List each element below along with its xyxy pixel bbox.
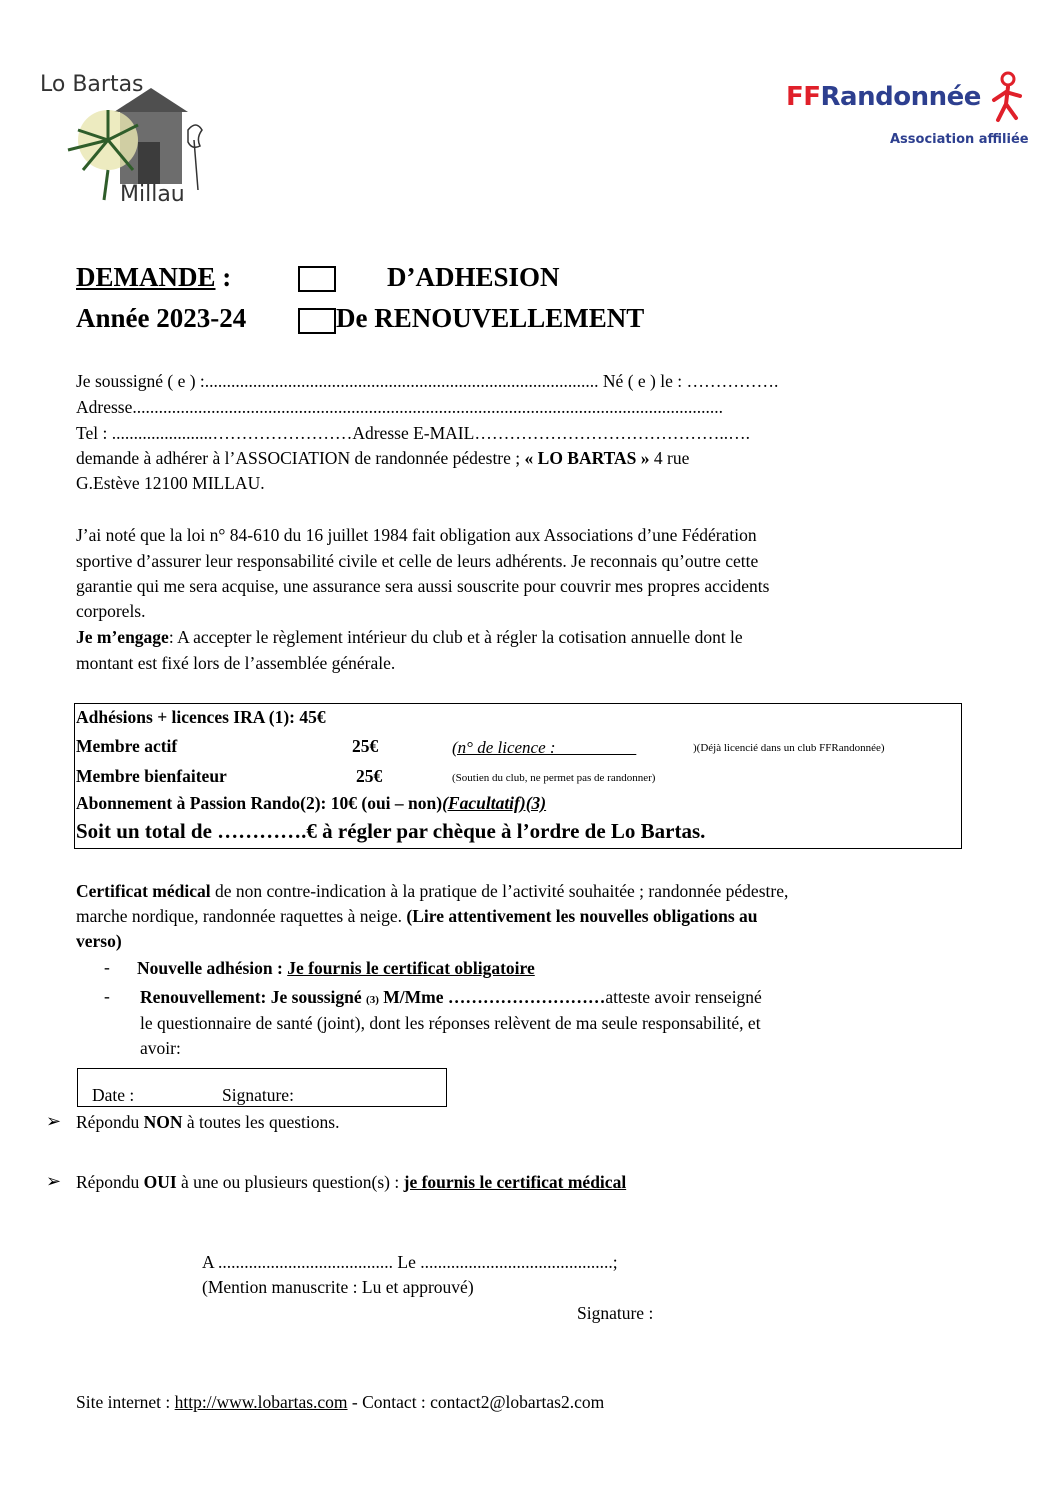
- legal-line-6: montant est fixé lors de l’assemblée générale.: [76, 653, 396, 673]
- ffrandonnee-brand: [786, 82, 981, 112]
- footer: [76, 1391, 604, 1413]
- address-start: 4 rue: [649, 448, 690, 468]
- fee-row-abonnement: [76, 793, 546, 814]
- adhesion-label: D’ADHESION: [387, 262, 560, 292]
- fee-total: Soit un total de ………….€ à régler par chèque à l’ordre de Lo Bartas.: [76, 819, 706, 843]
- brand-rest: Randonnée: [820, 82, 981, 112]
- answer-non: [76, 1111, 339, 1133]
- legal-line-1: J’ai noté que la loi n° 84-610 du 16 juillet 1984 fait obligation aux Associations d’une Fédération: [76, 525, 757, 545]
- place-date-line[interactable]: A ........................................ Le ............................................;: [202, 1252, 618, 1272]
- lo-bartas-name: « LO BARTAS »: [524, 448, 650, 468]
- sig-box-date: Date :: [92, 1085, 135, 1105]
- arrow-icon: ➢: [46, 1171, 62, 1191]
- certificat-line-3: verso): [76, 931, 122, 951]
- engagement-text: : A accepter le règlement intérieur du club et à régler la cotisation annuelle dont le: [168, 627, 743, 647]
- answer-non-post: à toutes les questions.: [182, 1112, 340, 1132]
- fee-row-licence: Adhésions + licences IRA (1): 45€: [76, 707, 326, 727]
- renouvellement-label: De RENOUVELLEMENT: [336, 303, 645, 333]
- answer-oui-mid: à une ou plusieurs question(s) :: [176, 1172, 404, 1192]
- answer-oui-bold: OUI: [143, 1172, 177, 1192]
- membre-actif-amount: 25€: [352, 736, 379, 756]
- demande-text: demande à adhérer à l’ASSOCIATION de randonnée pédestre ;: [76, 448, 525, 468]
- answer-non-pre: Répondu: [76, 1112, 144, 1132]
- fee-row-bienfaiteur: Membre bienfaiteur: [76, 766, 227, 786]
- certificat-text-2: marche nordique, randonnée raquettes à neige.: [76, 906, 407, 926]
- engagement-line: [76, 626, 743, 648]
- membre-actif-label: Membre actif: [76, 736, 178, 756]
- bienfaiteur-note: (Soutien du club, ne permet pas de randonner): [452, 772, 656, 784]
- certificat-obligatoire: Je fournis le certificat obligatoire: [287, 958, 535, 978]
- answer-oui: [76, 1171, 626, 1193]
- lo-bartas-logo: [38, 70, 208, 210]
- renouvellement-line: [140, 986, 762, 1011]
- site-link[interactable]: http://www.lobartas.com: [174, 1392, 348, 1412]
- certificat-text-1: de non contre-indication à la pratique de l’activité souhaitée ; randonnée pédestre,: [210, 881, 789, 901]
- mme-field: M/Mme ………………………: [378, 987, 606, 1007]
- demande-colon: :: [222, 262, 232, 292]
- licence-note: )(Déjà licencié dans un club FFRandonnée): [693, 742, 885, 754]
- title-line-1: [76, 262, 231, 293]
- renouvellement-line-2: le questionnaire de santé (joint), dont les réponses relèvent de ma seule responsabilité, et: [140, 1013, 761, 1033]
- logo-text-top: Lo Bartas: [40, 72, 144, 97]
- identity-line-address: Adresse.......................................................................................................................................: [76, 397, 723, 417]
- annee-label: Année 2023-24: [76, 303, 247, 333]
- mention-manuscrite: (Mention manuscrite : Lu et approuvé): [202, 1277, 474, 1297]
- atteste-text: atteste avoir renseigné: [605, 987, 762, 1007]
- licence-number-field[interactable]: [452, 738, 636, 758]
- identity-line-city: G.Estève 12100 MILLAU.: [76, 473, 265, 493]
- arrow-icon: ➢: [46, 1111, 62, 1131]
- certificat-medical-link: je fournis le certificat médical: [403, 1172, 627, 1192]
- adhesion-checkbox[interactable]: [298, 266, 336, 292]
- renouvellement-checkbox[interactable]: [298, 308, 336, 334]
- legal-line-4: corporels.: [76, 601, 146, 621]
- bienfaiteur-amount: 25€: [356, 766, 383, 786]
- hiker-icon: [986, 70, 1026, 130]
- footnote-3: (3): [366, 994, 379, 1006]
- certificat-line-2: [76, 905, 758, 927]
- sig-box-signature: Signature:: [222, 1085, 294, 1105]
- facultatif-note: (Facultatif)(3): [442, 793, 547, 813]
- licence-number-label: (n° de licence :: [452, 738, 637, 757]
- renouvellement-line-3: avoir:: [140, 1038, 181, 1058]
- brand-prefix: FF: [786, 82, 821, 112]
- certificat-warning: (Lire attentivement les nouvelles obligations au: [406, 906, 758, 926]
- logo-text-bottom: Millau: [120, 182, 185, 207]
- demande-label: DEMANDE: [76, 262, 216, 292]
- contact-text: - Contact : contact2@lobartas2.com: [347, 1392, 605, 1412]
- site-label: Site internet :: [76, 1392, 175, 1412]
- identity-line-demande: [76, 447, 689, 469]
- association-affiliee: Association affiliée: [890, 132, 1029, 147]
- identity-line-contact: Tel : .......................……………………Adresse E-MAIL……………………………………..….: [76, 423, 750, 443]
- certificat-line-1: [76, 880, 788, 902]
- final-signature-label: Signature :: [577, 1303, 654, 1323]
- fee-row-membre-actif: [76, 736, 177, 757]
- dash-2: -: [104, 986, 110, 1006]
- nouvelle-adhesion-label: Nouvelle adhésion :: [137, 958, 288, 978]
- identity-line-name: Je soussigné ( e ) :.......................................................................................... Né ( e ) le : …………….: [76, 371, 779, 391]
- nouvelle-adhesion-line: [137, 957, 535, 979]
- legal-line-3: garantie qui me sera acquise, une assurance sera aussi souscrite pour couvrir mes propres accidents: [76, 576, 770, 596]
- ffrandonnee-logo: [780, 70, 1030, 160]
- certificat-label: Certificat médical: [76, 881, 211, 901]
- abonnement-text: Abonnement à Passion Rando(2): 10€ (oui – non): [76, 793, 443, 813]
- dash-1: -: [104, 957, 110, 977]
- answer-oui-pre: Répondu: [76, 1172, 144, 1192]
- engagement-label: Je m’engage: [76, 627, 169, 647]
- renouvellement-label: Renouvellement: Je soussigné: [140, 987, 367, 1007]
- legal-line-2: sportive d’assurer leur responsabilité civile et celle de leurs adhérents. Je reconnais qu’outre cette: [76, 551, 759, 571]
- answer-non-bold: NON: [143, 1112, 183, 1132]
